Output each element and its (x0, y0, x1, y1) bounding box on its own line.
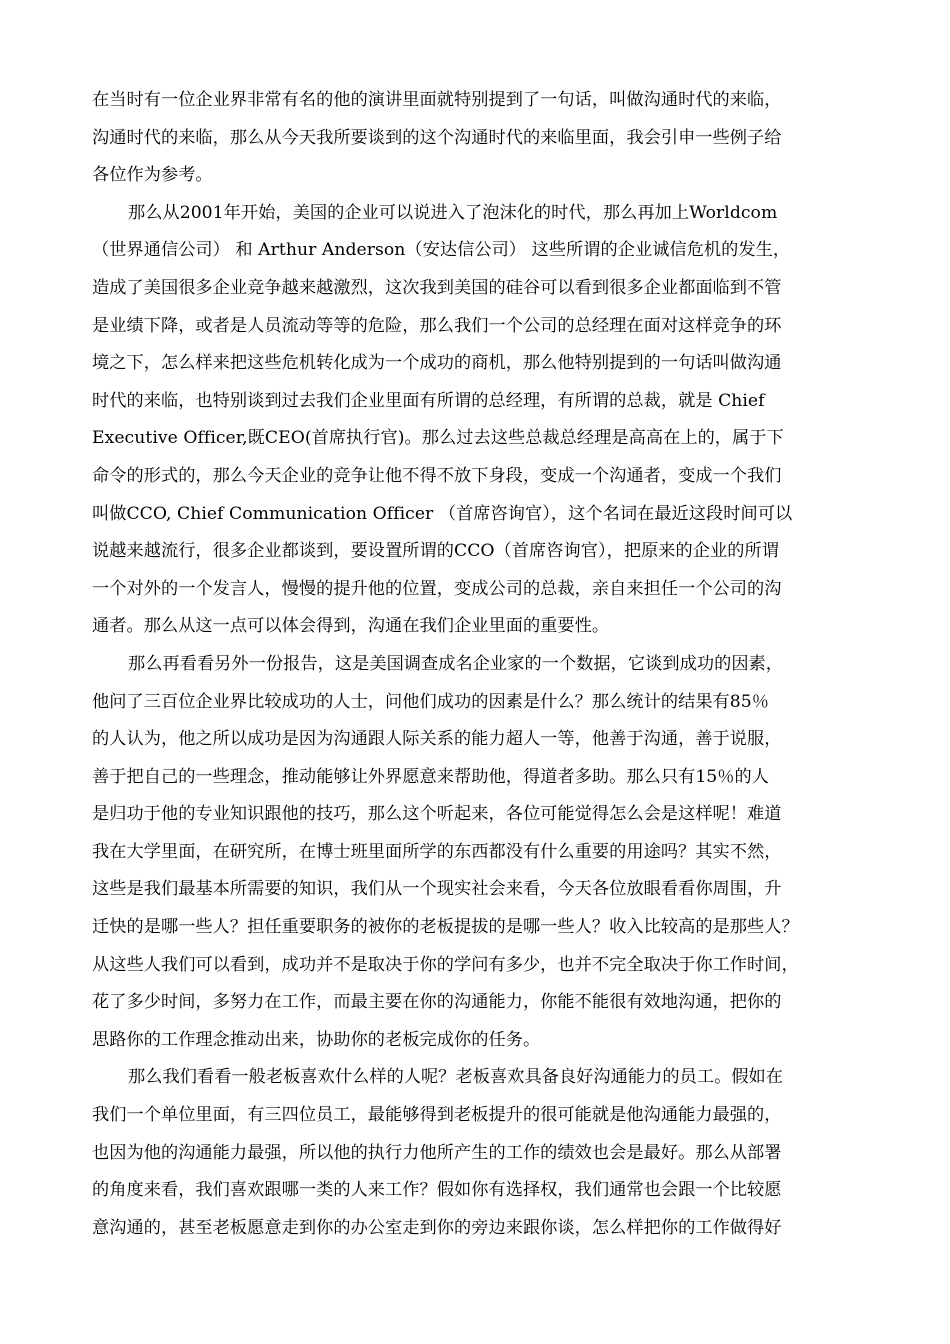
text-line: 我们一个单位里面，有三四位员工，最能够得到老板提升的很可能就是他沟通能力最强的， (92, 1105, 782, 1126)
text-line: 那么从2001年开始，美国的企业可以说进入了泡沫化的时代，那么再加上Worldcom (128, 202, 778, 223)
text-line: 通者。那么从这一点可以体会得到，沟通在我们企业里面的重要性。 (92, 616, 610, 637)
text-line: 说越来越流行，很多企业都谈到，要设置所谓的CCO（首席咨询官），把原来的企业的所谓 (92, 541, 779, 562)
text-line: 在当时有一位企业界非常有名的他的演讲里面就特别提到了一句话，叫做沟通时代的来临， (92, 90, 782, 110)
text-line: 沟通时代的来临，那么从今天我所要谈到的这个沟通时代的来临里面，我会引申一些例子给 (92, 127, 782, 148)
text-line: 时代的来临，也特别谈到过去我们企业里面有所谓的总经理，有所谓的总裁，就是 Chief (92, 390, 765, 411)
text-line: 造成了美国很多企业竞争越来越激烈，这次我到美国的硅谷可以看到很多企业都面临到不管 (92, 277, 782, 298)
text-line: 一个对外的一个发言人，慢慢的提升他的位置，变成公司的总裁，亲自来担任一个公司的沟 (92, 578, 782, 599)
text-line: 的角度来看，我们喜欢跟哪一类的人来工作？假如你有选择权，我们通常也会跟一个比较愿 (92, 1180, 782, 1201)
text-line: 是归功于他的专业知识跟他的技巧，那么这个听起来，各位可能觉得怎么会是这样呢！难道 (92, 804, 782, 825)
text-line: 思路你的工作理念推动出来，协助你的老板完成你的任务。 (92, 1029, 541, 1050)
text-line: 命令的形式的，那么今天企业的竞争让他不得不放下身段，变成一个沟通者，变成一个我们 (92, 465, 782, 486)
text-line: 那么再看看另外一份报告，这是美国调查成名企业家的一个数据，它谈到成功的因素， (128, 653, 784, 674)
text-line: 的人认为，他之所以成功是因为沟通跟人际关系的能力超人一等，他善于沟通，善于说服， (92, 729, 782, 750)
text-line: Executive Officer,既CEO(首席执行官)。那么过去这些总裁总经理是高高在上的，属于下 (92, 428, 784, 449)
text-line: 他问了三百位企业界比较成功的人士，问他们成功的因素是什么？那么统计的结果有85％ (92, 691, 769, 712)
text-line: 也因为他的沟通能力最强，所以他的执行力他所产生的工作的绩效也会是最好。那么从部署 (92, 1142, 782, 1163)
text-line: 我在大学里面，在研究所，在博士班里面所学的东西都没有什么重要的用途吗？其实不然， (92, 841, 782, 862)
text-line: 善于把自己的一些理念，推动能够让外界愿意来帮助他，得道者多助。那么只有15％的人 (92, 766, 769, 787)
text-line: 境之下，怎么样来把这些危机转化成为一个成功的商机，那么他特别提到的一句话叫做沟通 (92, 353, 782, 374)
text-line: 意沟通的，甚至老板愿意走到你的办公室走到你的旁边来跟你谈，怎么样把你的工作做得好 (92, 1217, 782, 1238)
text-line: 是业绩下降，或者是人员流动等等的危险，那么我们一个公司的总经理在面对这样竞争的环 (92, 315, 782, 336)
text-line: 迁快的是哪一些人？担任重要职务的被你的老板提拔的是哪一些人？收入比较高的是那些人？ (92, 917, 799, 938)
text-line: 各位作为参考。 (92, 165, 213, 186)
text-line: 花了多少时间，多努力在工作，而最主要在你的沟通能力，你能不能很有效地沟通，把你的 (92, 992, 782, 1013)
text-line: 从这些人我们可以看到，成功并不是取决于你的学问有多少，也并不完全取决于你工作时间， (92, 954, 799, 975)
document-body (92, 82, 862, 1247)
text-line: 那么我们看看一般老板喜欢什么样的人呢？老板喜欢具备良好沟通能力的员工。假如在 (128, 1067, 784, 1088)
text-line: 叫做CCO, Chief Communication Officer （首席咨询官），这个名词在最近这段时间可以 (92, 503, 793, 524)
text-line: （世界通信公司） 和 Arthur Anderson（安达信公司） 这些所谓的企业诚信危机的发生， (92, 240, 791, 261)
text-line: 这些是我们最基本所需要的知识，我们从一个现实社会来看，今天各位放眼看看你周围，升 (92, 879, 782, 900)
